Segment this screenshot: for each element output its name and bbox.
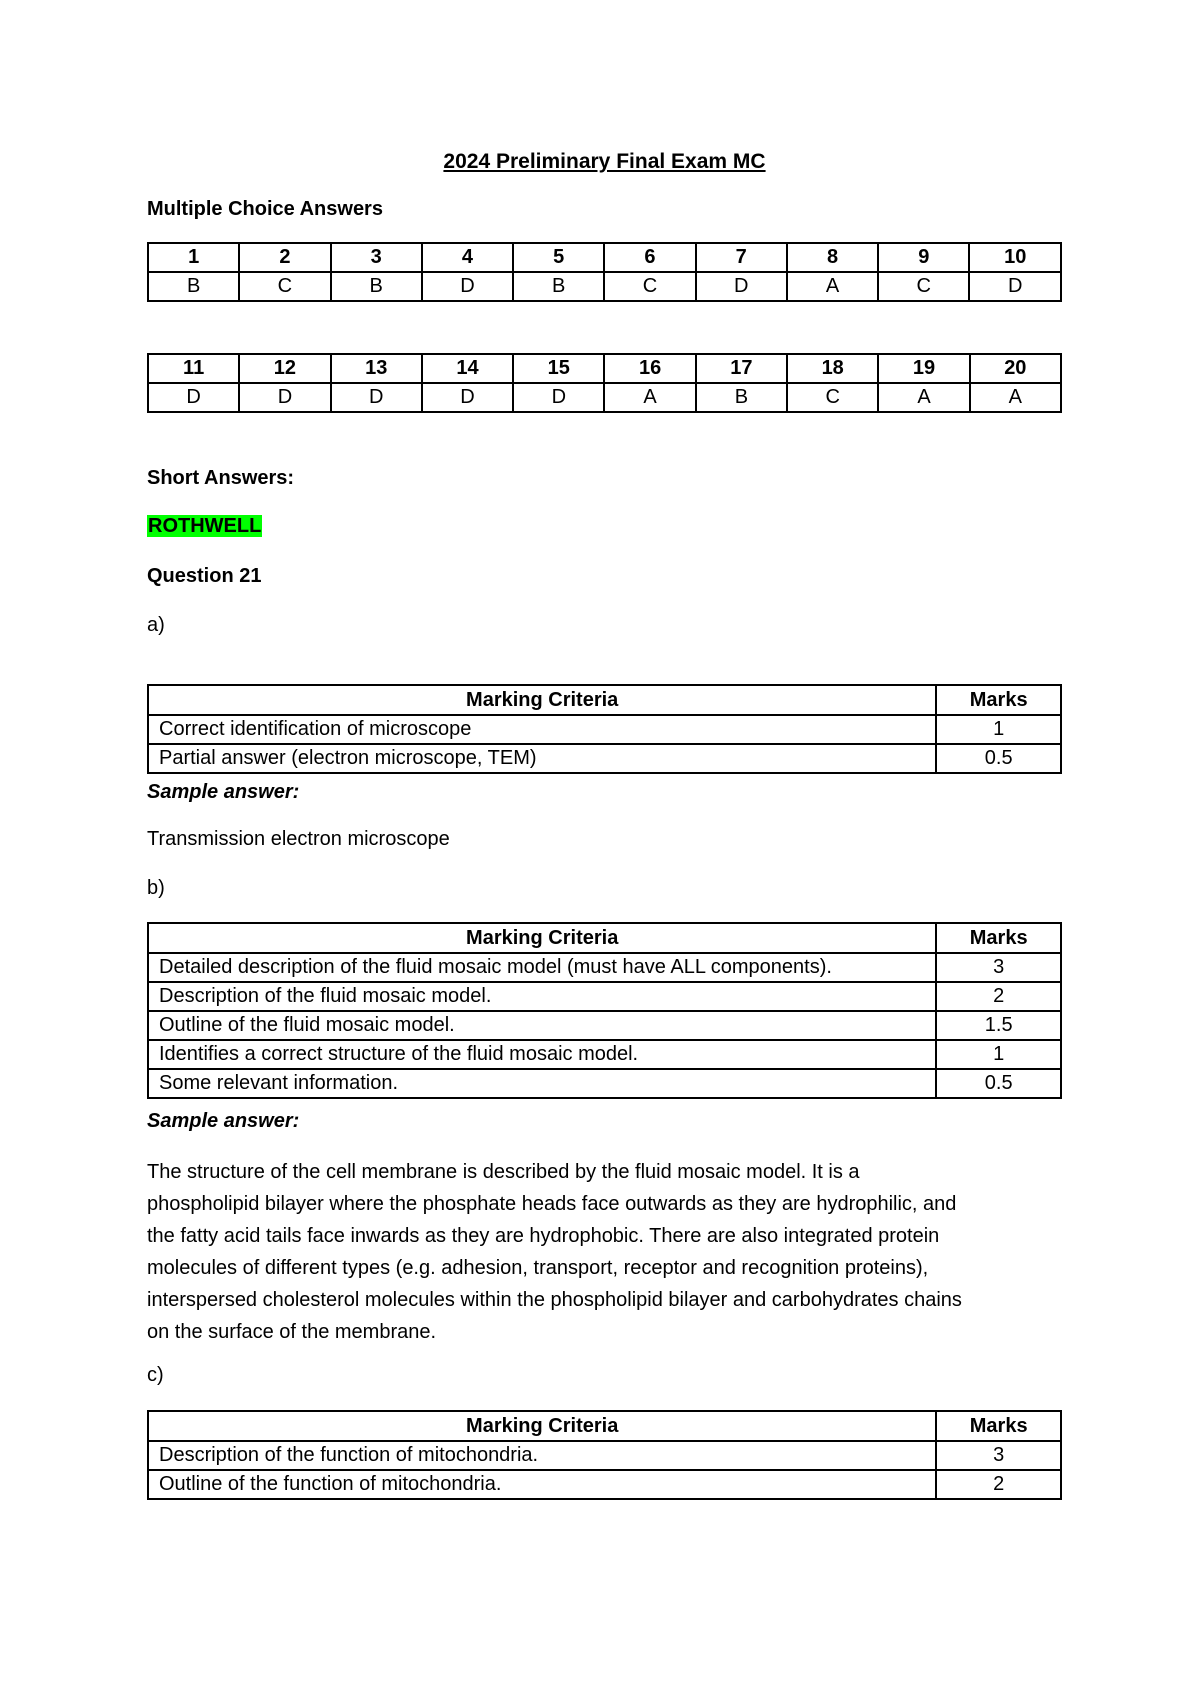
mc-heading: Multiple Choice Answers xyxy=(147,198,383,220)
sample-answer-label: Sample answer: xyxy=(147,781,300,803)
marks-cell: 1.5 xyxy=(936,1011,1061,1040)
criteria-cell: Description of the function of mitochondria. xyxy=(148,1441,936,1470)
criteria-row xyxy=(148,744,1061,773)
criteria-header-row xyxy=(148,1411,1061,1441)
criteria-cell: Some relevant information. xyxy=(148,1069,936,1098)
criteria-cell: Identifies a correct structure of the fluid mosaic model. xyxy=(148,1040,936,1069)
part-c-label: c) xyxy=(147,1364,164,1386)
criteria-row xyxy=(148,715,1061,744)
criteria-cell: Description of the fluid mosaic model. xyxy=(148,982,936,1011)
question-number: 5 xyxy=(513,243,604,272)
criteria-row xyxy=(148,1069,1061,1098)
answer-cell: D xyxy=(331,383,422,412)
answer-cell: D xyxy=(696,272,787,301)
question-heading: Question 21 xyxy=(147,565,262,587)
marks-column-header: Marks xyxy=(936,685,1061,715)
answer-cell: B xyxy=(148,272,239,301)
marks-cell: 2 xyxy=(936,1470,1061,1499)
answer-cell: A xyxy=(787,272,878,301)
question-number: 13 xyxy=(331,354,422,383)
marks-column-header: Marks xyxy=(936,1411,1061,1441)
mc-answers-table-2 xyxy=(147,353,1062,413)
criteria-cell: Detailed description of the fluid mosaic model (must have ALL components). xyxy=(148,953,936,982)
criteria-row xyxy=(148,1470,1061,1499)
question-number: 16 xyxy=(604,354,695,383)
mc-answers-row xyxy=(148,383,1061,412)
question-number: 1 xyxy=(148,243,239,272)
answer-cell: D xyxy=(239,383,330,412)
answer-cell: C xyxy=(878,272,969,301)
marks-column-header: Marks xyxy=(936,923,1061,953)
criteria-header-row xyxy=(148,923,1061,953)
highlighted-name: ROTHWELL xyxy=(148,515,262,537)
paragraph-line: on the surface of the membrane. xyxy=(147,1321,437,1343)
part-a-label: a) xyxy=(147,614,165,636)
answer-cell: D xyxy=(422,272,513,301)
answer-cell: C xyxy=(239,272,330,301)
question-number: 15 xyxy=(513,354,604,383)
criteria-row xyxy=(148,982,1061,1011)
criteria-cell: Partial answer (electron microscope, TEM) xyxy=(148,744,936,773)
answer-cell: D xyxy=(148,383,239,412)
short-answers-heading: Short Answers: xyxy=(147,467,295,489)
part-c-criteria-table xyxy=(147,1410,1062,1500)
answer-cell: B xyxy=(513,272,604,301)
question-number: 9 xyxy=(878,243,969,272)
criteria-row xyxy=(148,1441,1061,1470)
answer-cell: D xyxy=(513,383,604,412)
answer-cell: B xyxy=(331,272,422,301)
question-number: 6 xyxy=(604,243,695,272)
marks-cell: 3 xyxy=(936,1441,1061,1470)
criteria-row xyxy=(148,1011,1061,1040)
criteria-row xyxy=(148,1040,1061,1069)
answer-cell: B xyxy=(696,383,787,412)
part-b-label: b) xyxy=(147,877,165,899)
sample-answer-text: Transmission electron microscope xyxy=(147,828,450,850)
mc-numbers-row xyxy=(148,243,1061,272)
page-title: 2024 Preliminary Final Exam MC xyxy=(443,150,766,173)
paragraph-line: phospholipid bilayer where the phosphate heads face outwards as they are hydrophilic, and xyxy=(147,1193,957,1215)
answer-cell: C xyxy=(787,383,878,412)
question-number: 2 xyxy=(239,243,330,272)
criteria-header-row xyxy=(148,685,1061,715)
marks-cell: 0.5 xyxy=(936,744,1061,773)
answer-cell: C xyxy=(604,272,695,301)
answer-cell: A xyxy=(970,383,1061,412)
answer-cell: A xyxy=(878,383,969,412)
teacher-tag xyxy=(147,515,262,538)
answer-cell: D xyxy=(422,383,513,412)
marks-cell: 2 xyxy=(936,982,1061,1011)
criteria-column-header: Marking Criteria xyxy=(148,685,936,715)
question-number: 8 xyxy=(787,243,878,272)
criteria-cell: Outline of the function of mitochondria. xyxy=(148,1470,936,1499)
mc-numbers-row xyxy=(148,354,1061,383)
question-number: 17 xyxy=(696,354,787,383)
question-number: 7 xyxy=(696,243,787,272)
question-number: 18 xyxy=(787,354,878,383)
answer-cell: D xyxy=(969,272,1061,301)
mc-answers-table-1 xyxy=(147,242,1062,302)
question-number: 10 xyxy=(969,243,1061,272)
answer-cell: A xyxy=(604,383,695,412)
marks-cell: 1 xyxy=(936,1040,1061,1069)
question-number: 11 xyxy=(148,354,239,383)
question-number: 19 xyxy=(878,354,969,383)
criteria-column-header: Marking Criteria xyxy=(148,1411,936,1441)
paragraph-line: molecules of different types (e.g. adhesion, transport, receptor and recognition proteins), xyxy=(147,1257,929,1279)
mc-answers-row xyxy=(148,272,1061,301)
marks-cell: 0.5 xyxy=(936,1069,1061,1098)
paragraph-line: The structure of the cell membrane is described by the fluid mosaic model. It is a xyxy=(147,1161,860,1183)
question-number: 3 xyxy=(331,243,422,272)
marks-cell: 3 xyxy=(936,953,1061,982)
part-b-criteria-table xyxy=(147,922,1062,1099)
question-number: 14 xyxy=(422,354,513,383)
marks-cell: 1 xyxy=(936,715,1061,744)
question-number: 4 xyxy=(422,243,513,272)
question-number: 20 xyxy=(970,354,1061,383)
criteria-cell: Correct identification of microscope xyxy=(148,715,936,744)
question-number: 12 xyxy=(239,354,330,383)
paragraph-line: the fatty acid tails face inwards as they are hydrophobic. There are also integrated protein xyxy=(147,1225,940,1247)
criteria-column-header: Marking Criteria xyxy=(148,923,936,953)
paragraph-line: interspersed cholesterol molecules within the phospholipid bilayer and carbohydrates chains xyxy=(147,1289,962,1311)
criteria-row xyxy=(148,953,1061,982)
part-a-criteria-table xyxy=(147,684,1062,774)
sample-answer-label: Sample answer: xyxy=(147,1110,300,1132)
sample-answer-paragraph xyxy=(147,1156,1067,1348)
criteria-cell: Outline of the fluid mosaic model. xyxy=(148,1011,936,1040)
